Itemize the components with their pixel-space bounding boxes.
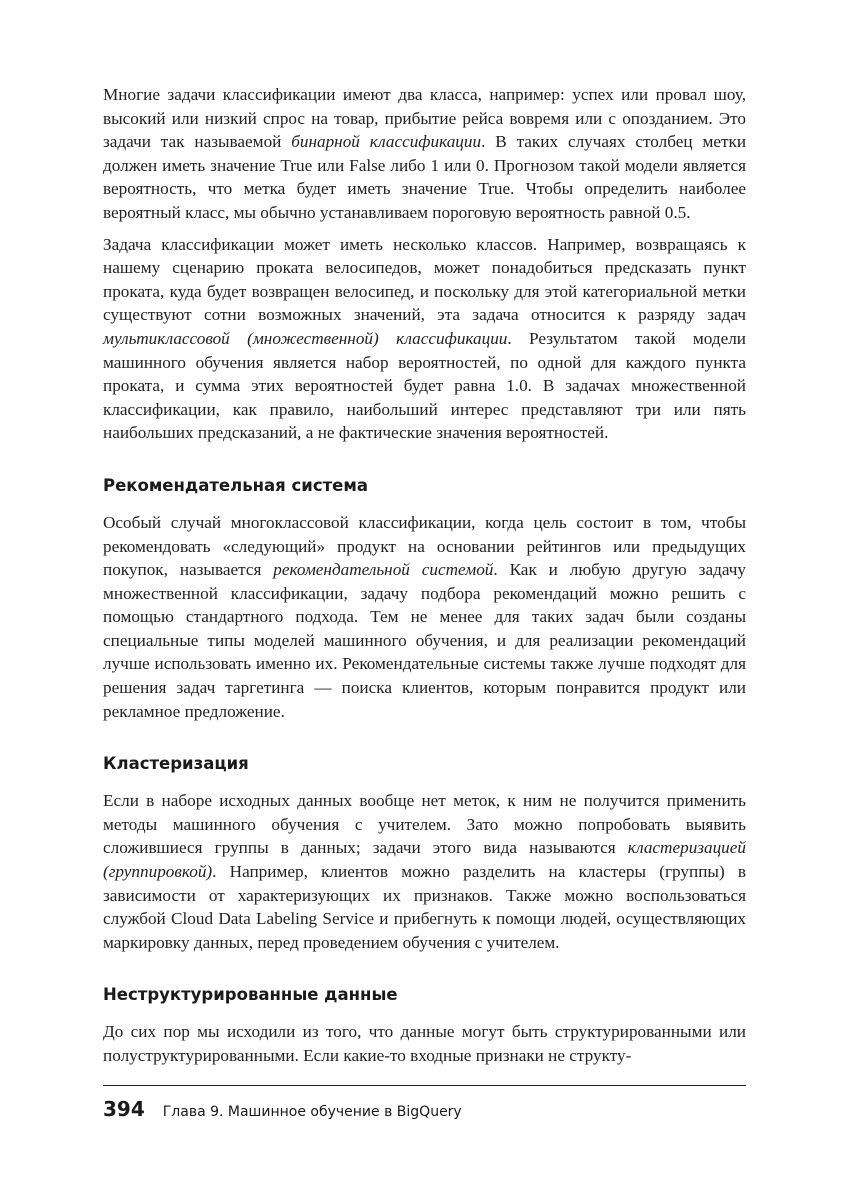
- text-run: . Результатом такой модели машинного обучения является набор вероятностей, по одной для каждого пункта проката, и сумма этих вероятностей будет равна 1.0. В задачах множественной классификации, как правило, наибольший интерес представляют три или пять наибольших предсказаний, а не фактические значения вероятностей.: [103, 328, 746, 443]
- text-run: . В таких случаях столбец метки должен иметь значение True или False либо 1 или 0. Прогнозом такой модели является вероятность, что метка будет иметь значение True. Чтобы определить наиболее вероятный класс, мы обычно устанавливаем пороговую вероятность равной 0.5.: [103, 132, 747, 222]
- text-run: Особый случай многоклассовой классификации, когда цель состоит в том, чтобы рекомендовать «следующий» продукт на основании рейтингов или предыдущих покупок, называется: [103, 512, 746, 580]
- italic-term: бинарной классификации: [291, 132, 482, 152]
- text-run: Многие задачи классификации имеют два класса, например: успех или провал шоу, высокий или низкий спрос на товар, прибытие рейса вовремя или с опозданием. Это задачи так называемой: [103, 85, 746, 152]
- body-paragraph: [103, 789, 746, 954]
- italic-term: рекомендательной системой: [273, 560, 494, 580]
- section-heading: Рекомендательная система: [103, 475, 368, 495]
- section-heading: Неструктурированные данные: [103, 985, 398, 1005]
- page-footer: [103, 1097, 746, 1121]
- text-run: . Как и любую другую задачу множественной классификации, задачу подбора рекомендаций можно решить с помощью стандартного подхода. Тем не менее для таких задач были созданы специальные типы моделей машинного обучения, и для реализации рекомендаций лучше использовать именно их. Рекомендательные системы также лучше подходят для решения задач таргетинга — поиска клиентов, которым понравится продукт или рекламное предложение.: [103, 560, 746, 721]
- italic-term: мультиклассовой (множественной) классификации: [103, 328, 508, 348]
- text-run: . Например, клиентов можно разделить на кластеры (группы) в зависимости от характеризующих их признаков. Также можно воспользоваться службой Cloud Data Labeling Service и прибегнуть к помощи людей, осуществляющих маркировку данных, перед проведением обучения с учителем.: [103, 862, 746, 952]
- running-title: Глава 9. Машинное обучение в BigQuery: [162, 1104, 462, 1120]
- text-run: Если в наборе исходных данных вообще нет меток, к ним не получится применить методы машинного обучения с учителем. Зато можно попробовать выявить сложившиеся группы в данных; задачи этого вида называются: [103, 791, 746, 858]
- page-number: 394: [103, 1097, 145, 1121]
- body-paragraph: [103, 511, 746, 723]
- text-run: До сих пор мы исходили из того, что данные могут быть структурированными или полуструктурированными. Если какие-то входные признаки не структу-: [103, 1022, 746, 1065]
- body-paragraph: [103, 233, 746, 445]
- section-heading: Кластеризация: [103, 754, 249, 774]
- italic-term: кластеризацией (группировкой): [103, 838, 746, 882]
- text-run: Задача классификации может иметь несколько классов. Например, возвращаясь к нашему сценарию проката велосипедов, может понадобиться предсказать пункт проката, куда будет возвращен велосипед, и поскольку для этой категориальной метки существуют сотни возможных значений, эта задача относится к разряду задач: [103, 234, 746, 325]
- page-content: [103, 83, 746, 1068]
- body-paragraph: [103, 1020, 746, 1067]
- footer-divider: [103, 1085, 746, 1086]
- body-paragraph: [103, 83, 746, 225]
